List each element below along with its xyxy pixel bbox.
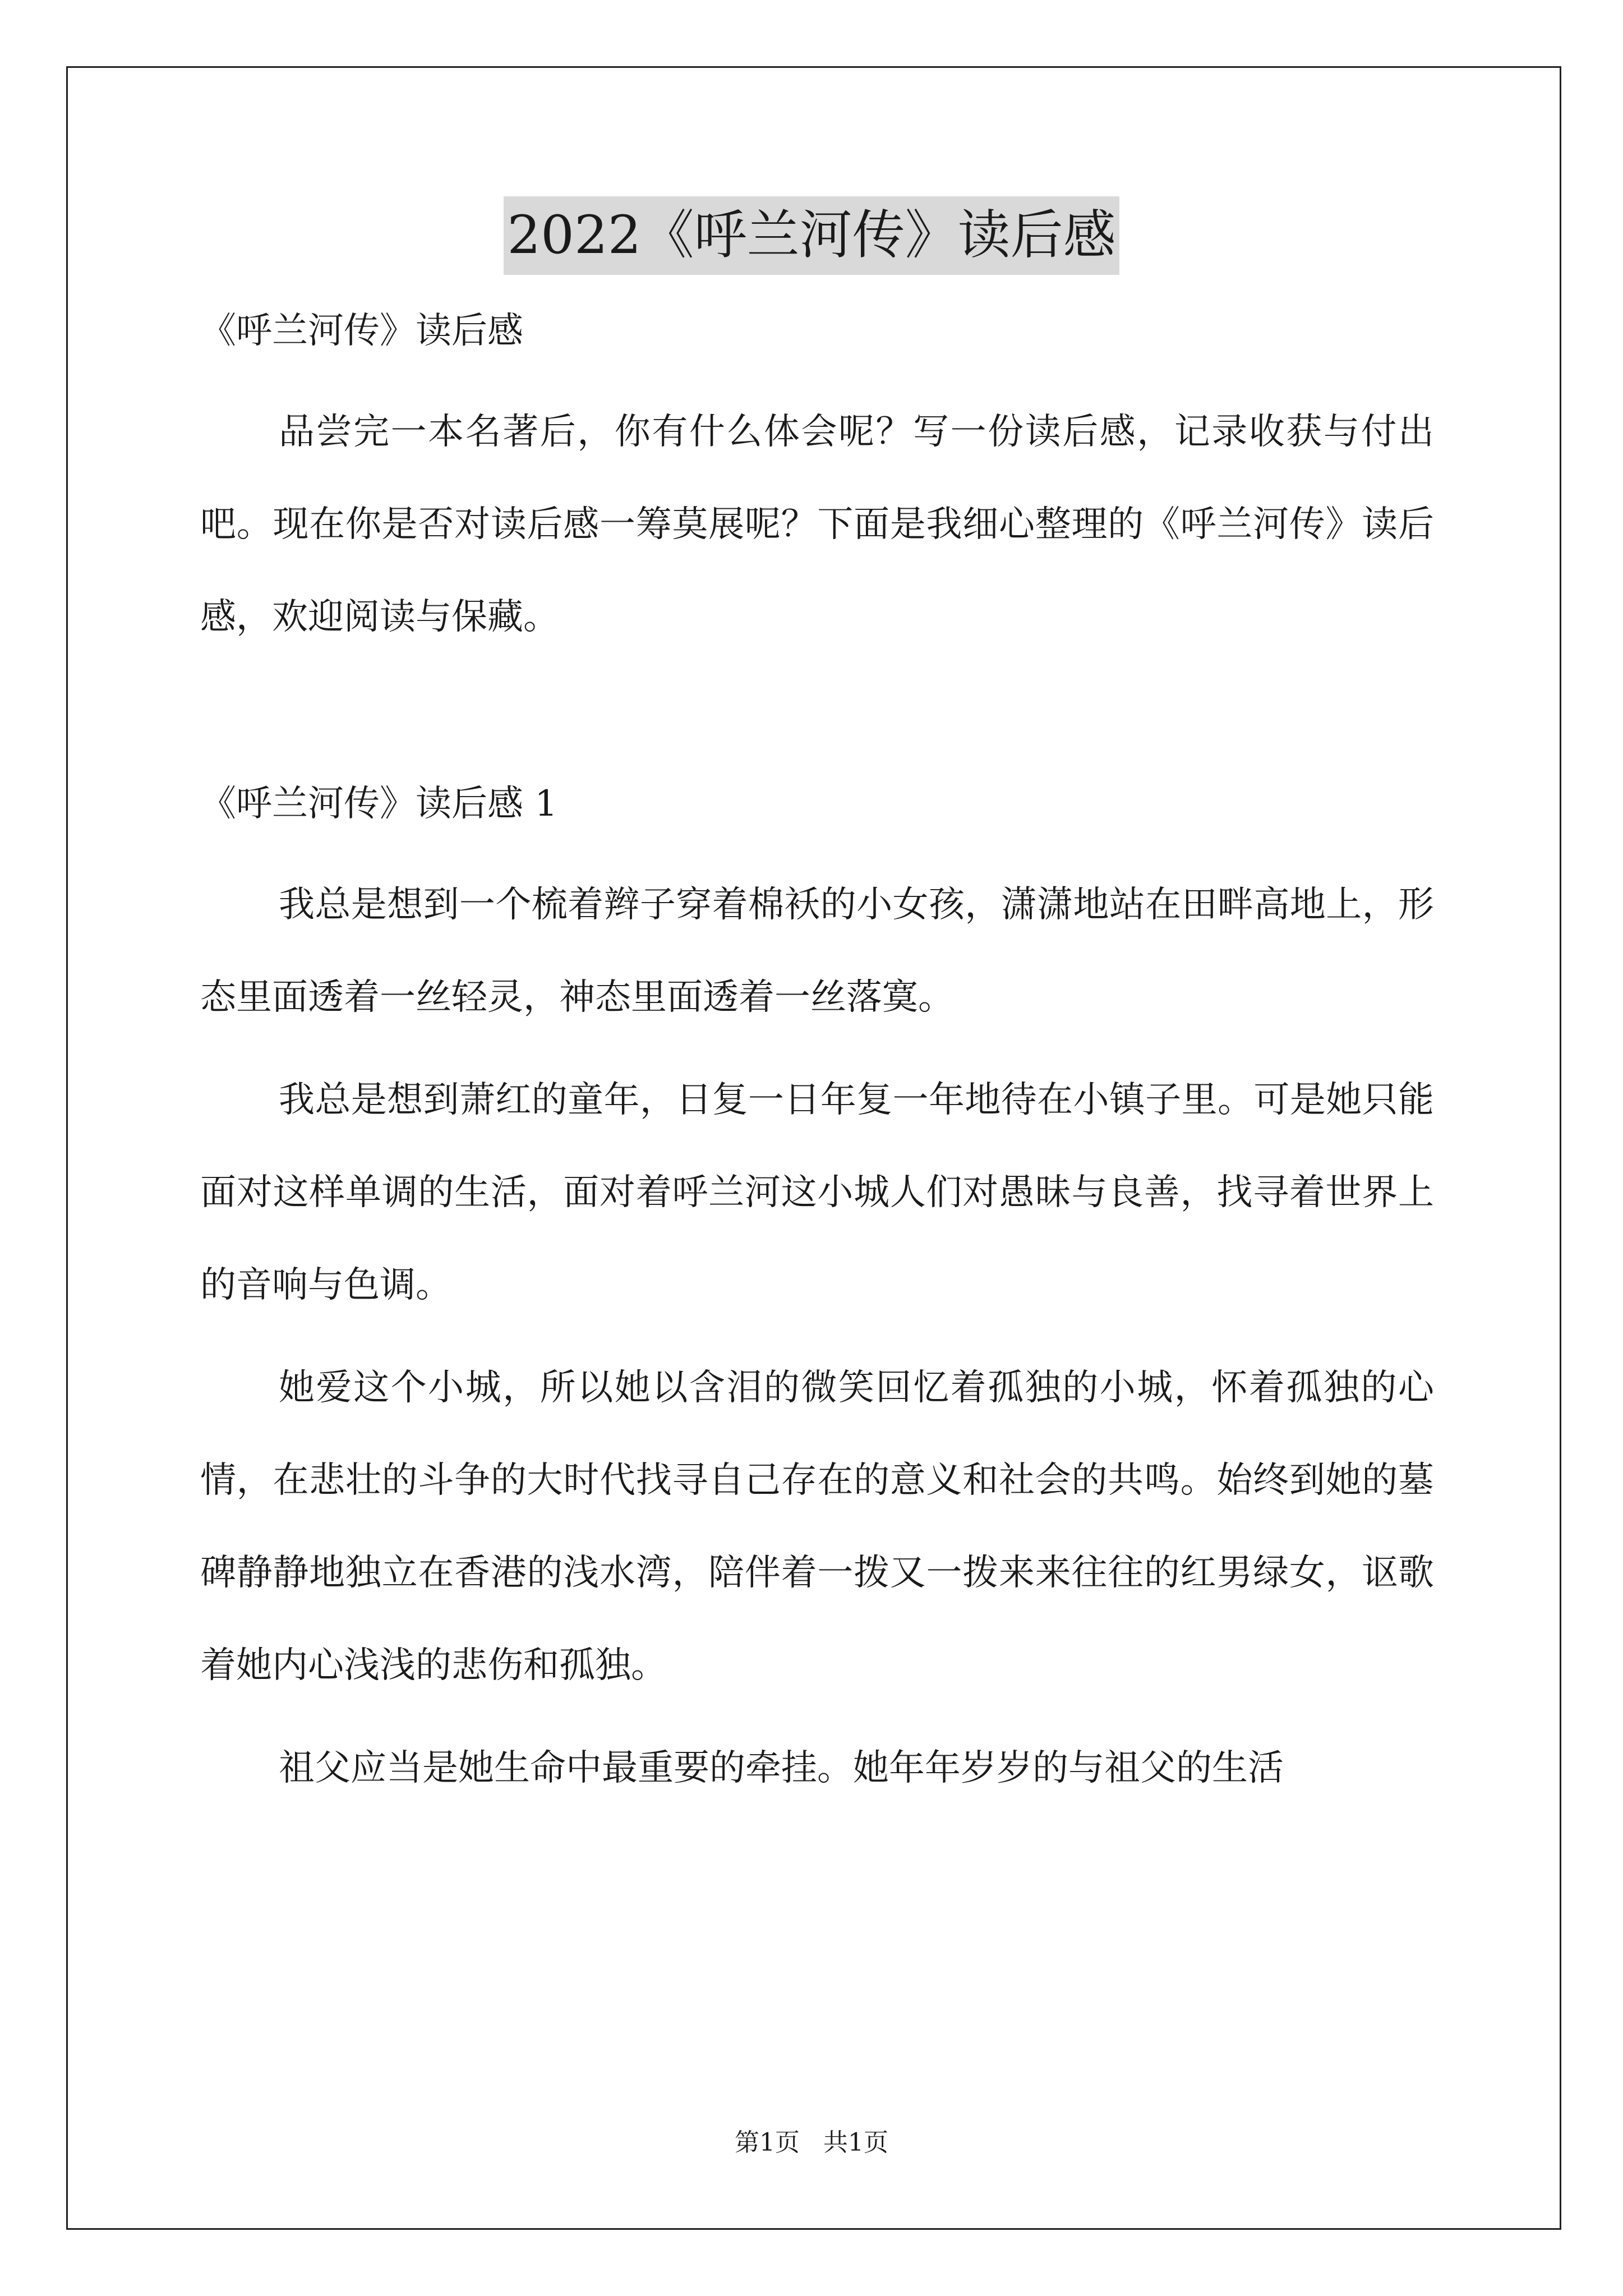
intro-heading: 《呼兰河传》读后感 <box>200 310 523 352</box>
document-body <box>200 303 1434 1815</box>
intro-paragraph: 品尝完一本名著后，你有什么体会呢？写一份读后感，记录收获与付出吧。现在你是否对读后感一筹莫展呢？下面是我细心整理的《呼兰河传》读后感，欢迎阅读与保藏。 <box>200 411 1434 638</box>
title-container <box>0 196 1623 275</box>
section1-paragraph-1: 我总是想到一个梳着辫子穿着棉袄的小女孩，潇潇地站在田畔高地上，形态里面透着一丝轻灵，神态里面透着一丝落寞。 <box>200 884 1434 1018</box>
section1-paragraph-3: 她爱这个小城，所以她以含泪的微笑回忆着孤独的小城，怀着孤独的心情，在悲壮的斗争的大时代找寻自己存在的意义和社会的共鸣。始终到她的墓碑静静地独立在香港的浅水湾，陪伴着一拨又一拨来来往往的红男绿女，讴歌着她内心浅浅的悲伤和孤独。 <box>200 1367 1434 1686</box>
page-footer: 第1页 共1页 <box>735 2128 888 2157</box>
section1-paragraph-4: 祖父应当是她生命中最重要的牵挂。她年年岁岁的与祖父的生活 <box>279 1747 1284 1789</box>
section1-heading: 《呼兰河传》读后感 1 <box>200 783 558 825</box>
section1-paragraph-2: 我总是想到萧红的童年，日复一日年复一年地待在小镇子里。可是她只能面对这样单调的生活，面对着呼兰河这小城人们对愚昧与良善，找寻着世界上的音响与色调。 <box>200 1079 1434 1306</box>
document-title: 2022《呼兰河传》读后感 <box>504 196 1119 275</box>
